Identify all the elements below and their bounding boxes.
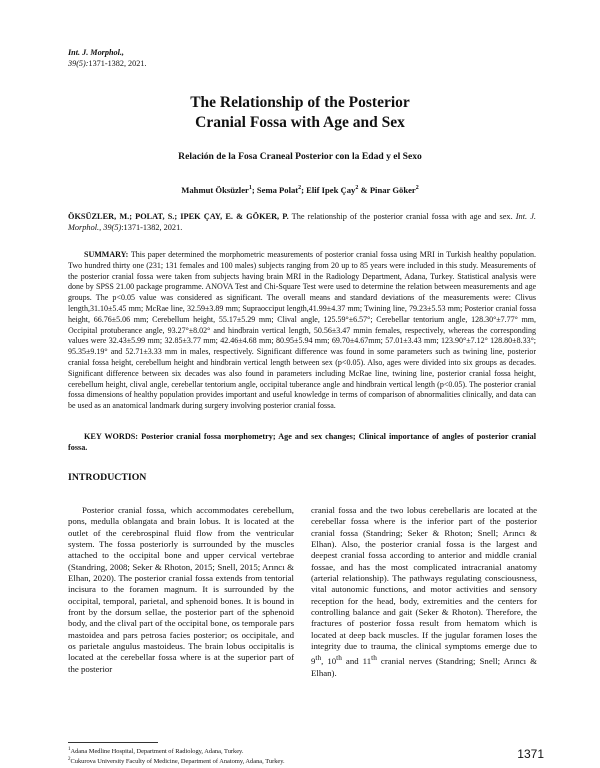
nerve-number: 10 xyxy=(327,656,337,667)
author-affiliation: 2 xyxy=(415,185,419,192)
keywords-label: KEY WORDS: xyxy=(84,432,139,441)
ordinal-suffix: th xyxy=(371,653,377,663)
footnote-text: Adana Medline Hospital, Department of Radiology, Adana, Turkey. xyxy=(70,748,244,756)
ordinal-suffix: th xyxy=(336,653,342,663)
journal-reference xyxy=(68,47,146,69)
journal-pages: 1371-1382, 2021. xyxy=(88,59,147,68)
summary-text: This paper determined the morphometric measurements of posterior cranial fossa using MRI in Turkish healthy population. Two hundred thirty one (231; 131 females and 100 males) subjects ranging from 20 up to 85 years were included in this study. Measurements of the posterior cranial fossa were taken from subjects having brain MRI in the Radiology Department, Adana, Turkey. Statistical analysis were done by SPSS 21.00 package programme. ANOVA Test and Chi-Square Test were used to determine the relation between measurements and age groups. The p<0.05 value was considered as significant. The overall means and standard deviations of the measurements were: Clivus length,31.10±5.45 mm; McRae line, 32.59±3.89 mm; Supraocciput length,41.99±4.37 mm; Twining line, 79.23±5.53 mm; Posterior cranial fossa height, 66.76±5.06 mm; Cerebellum height, 55.17±5.29 mm; Clival angle, 125.59°±6.57°; Cerebellar tentorium angle, 128.30°±7.77° mm, Occipital protuberance angle, 93.27°±8.02° and hindbrain vertical length, 50.56±3.47 mmin females, respectively, whereas the corresponding values were 32.43±5.99 mm; 32.85±3.77 mm; 42.46±4.68 mm; 80.95±5.94 mm; 69.70±4.67mm; 57.01±3.43 mm; 123.90°±7.12° 128.80±8.33°; 95.35±9.19° and 52.71±3.33 mm in males, respectively. Significant difference was found in some parameters such as twining line, posterior cranial fossa height, cerebellum height and hindbrain vertical length between sex (p<0.05). Also, ages were divided into six groups as decades. Significant difference between six decades was also found in parameters including McRae line, twining line, posterior cranial fossa height, cerebellum height, clival angle, cerebellar tentorium angle, occipital tuberance angle and hindbrain vertical length (p<0.05). The posterior cranial fossa dimensions of healthy population provides important and useful knowledge in terms of comparison of abnormalities clinically, and data can be used as an anatomical landmark during surgery involving posterior cranial fossa. xyxy=(68,250,536,411)
keywords xyxy=(68,432,536,454)
footnotes xyxy=(68,746,285,767)
footnote xyxy=(68,756,285,766)
intro-column-left: Posterior cranial fossa, which accommodates cerebellum, pons, medulla oblangata and brain lobus. It is located at the outlet of the cerebrospinal fluid flow from the ventricular system. The fossa posteriorly is surrounded by the muscles attached to the occipital bone and upper cervical vertebrae (Standring, 2008; Seker & Rhoton, 2015; Snell, 2015; Arıncı & Elhan, 2020). The posterior cranial fossa extends from tentorial incisura to the foramen magnum. It is surrounded by the occipital, temporal, parietal, and sphenoid bones. It is bound in front by the dorsum sellae, the posterior part of the sphenoid body, and the clival part of the occipital bone, os temporale pars mastoidea and pars petrosa facies posterior; os occipitale, and os parietale angulus mastoideus. The brain lobus occipitalis is located at the cerebellar fossa where is at the superior part of the posterior xyxy=(68,505,294,674)
footnote-divider xyxy=(68,742,158,743)
separator: and xyxy=(341,656,363,667)
citation-text: The relationship of the posterior cranial fossa with age and sex. xyxy=(288,212,516,221)
title-line-2: Cranial Fossa with Age and Sex xyxy=(195,114,405,131)
intro-text: cranial fossa and the two lobus cerebellaris are located at the cerebellar fossa where is the inferior part of the posterior cranial fossa (Standring; Seker & Rhoton; Snell; Arıncı & Elhan). Also, the posterior cranial fossa is the largest and deepest cranial fossa according to anterior and middle cranial fossae, and has the most complicated intracranial anatomy (arterial relationship). The pathways regulating consciousness, vital autonomic functions, and motor activities and sensory reception for the head, body, extremities and the centers for controlling balance and gait (Seker & Rhoton). Therefore, the fractures of posterior fossa result from hematom which is located at deep back muscles. If the jugular foramen loses the integrity due to trauma, the clinical symptoms emerge due to xyxy=(311,505,537,652)
spanish-title: Relación de la Fosa Craneal Posterior con la Edad y el Sexo xyxy=(178,151,422,162)
citation xyxy=(68,211,536,234)
author-list xyxy=(70,185,530,195)
author-affiliation: 1 xyxy=(248,185,252,192)
section-heading: INTRODUCTION xyxy=(68,472,147,483)
citation-authors: ÖKSÜZLER, M.; POLAT, S.; IPEK ÇAY, E. & GÖKER, P. xyxy=(68,212,289,221)
journal-volume: 39(5): xyxy=(68,59,89,68)
author-affiliation: 2 xyxy=(355,185,359,192)
author-separator: ; xyxy=(301,185,307,195)
author-name: Elif Ipek Çay xyxy=(306,185,356,195)
paper-title xyxy=(70,93,530,133)
separator: , xyxy=(321,656,328,667)
abstract xyxy=(68,250,536,412)
author-name: Pinar Göker xyxy=(369,185,416,195)
nerve-number: 11 xyxy=(362,656,372,667)
author-separator: & xyxy=(358,185,370,195)
summary-label: SUMMARY: xyxy=(84,250,129,259)
author-name: Mahmut Öksüzler xyxy=(181,185,249,195)
intro-column-right xyxy=(311,505,537,679)
author-separator: ; xyxy=(251,185,257,195)
citation-end: :1371-1382, 2021. xyxy=(121,223,183,233)
author-affiliation: 2 xyxy=(298,185,302,192)
footnote-mark: 1 xyxy=(68,747,71,752)
nerve-number: 9 xyxy=(311,656,316,667)
intro-text: cranial nerves (Standring; Snell; Arıncı & Elhan). xyxy=(311,656,537,678)
ordinal-suffix: th xyxy=(315,653,322,663)
citation-journal: Int. J. Morphol., 39(5) xyxy=(68,212,536,233)
title-line-1: The Relationship of the Posterior xyxy=(190,94,410,111)
journal-name: Int. J. Morphol., xyxy=(68,48,124,57)
page-number: 1371 xyxy=(517,747,544,761)
author-name: Sema Polat xyxy=(256,185,299,195)
footnote-mark: 2 xyxy=(68,757,71,763)
keywords-text: Posterior cranial fossa morphometry; Age and sex changes; Clinical importance of angles of posterior cranial fossa. xyxy=(68,432,537,452)
footnote xyxy=(68,746,285,756)
footnote-text: Cukurova University Faculty of Medicine, Department of Anatomy, Adana, Turkey. xyxy=(70,758,285,766)
